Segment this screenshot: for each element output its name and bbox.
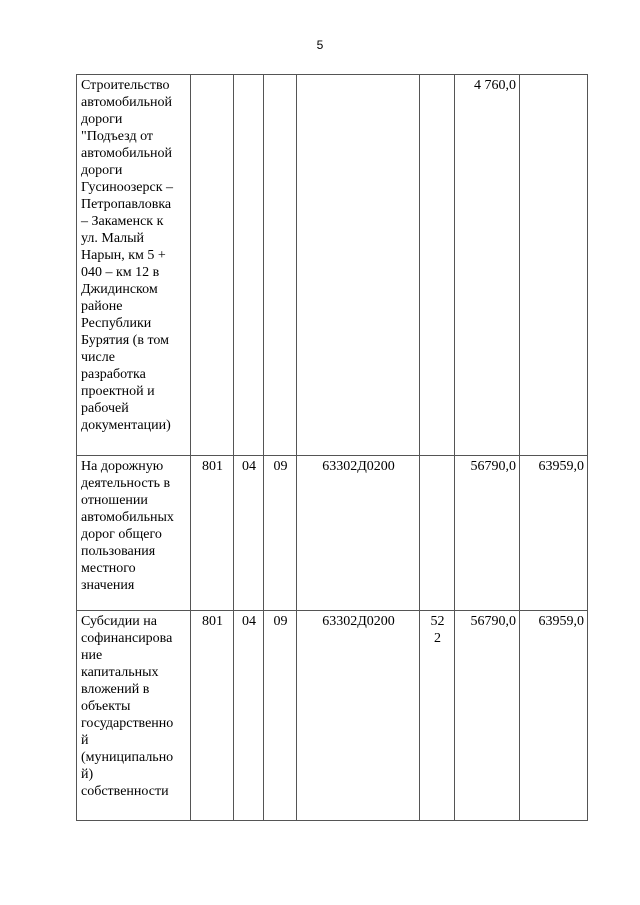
table-row xyxy=(77,456,588,611)
section-cell xyxy=(234,75,264,456)
section-cell: 04 xyxy=(234,456,264,611)
expense-type-cell xyxy=(420,456,455,611)
table-row xyxy=(77,611,588,821)
section-cell: 04 xyxy=(234,611,264,821)
expense-type-cell xyxy=(420,75,455,456)
expense-type-cell: 52 2 xyxy=(420,611,455,821)
grbs-cell: 801 xyxy=(191,456,234,611)
target-article-cell xyxy=(297,75,420,456)
budget-table xyxy=(76,74,588,821)
table-row xyxy=(77,75,588,456)
amount-1-cell: 56790,0 xyxy=(455,456,520,611)
amount-1-cell: 4 760,0 xyxy=(455,75,520,456)
target-article-cell: 63302Д0200 xyxy=(297,456,420,611)
item-name-cell: Строительство автомобильной дороги "Подъезд от автомобильной дороги Гусиноозерск – Петропавловка – Закаменск к ул. Малый Нарын, км 5 + 040 – км 12 в Джидинском районе Республики Бурятия (в том числе разработка проектной и рабочей документации) xyxy=(77,75,191,456)
subsection-cell: 09 xyxy=(264,456,297,611)
page-number: 5 xyxy=(316,38,324,52)
item-name-cell: На дорожную деятельность в отношении автомобильных дорог общего пользования местного значения xyxy=(77,456,191,611)
amount-1-cell: 56790,0 xyxy=(455,611,520,821)
amount-2-cell: 63959,0 xyxy=(520,611,588,821)
grbs-cell xyxy=(191,75,234,456)
amount-2-cell: 63959,0 xyxy=(520,456,588,611)
subsection-cell xyxy=(264,75,297,456)
item-name-cell: Субсидии на софинансирова ние капитальных вложений в объекты государственно й (муниципально й) собственности xyxy=(77,611,191,821)
subsection-cell: 09 xyxy=(264,611,297,821)
grbs-cell: 801 xyxy=(191,611,234,821)
amount-2-cell xyxy=(520,75,588,456)
target-article-cell: 63302Д0200 xyxy=(297,611,420,821)
